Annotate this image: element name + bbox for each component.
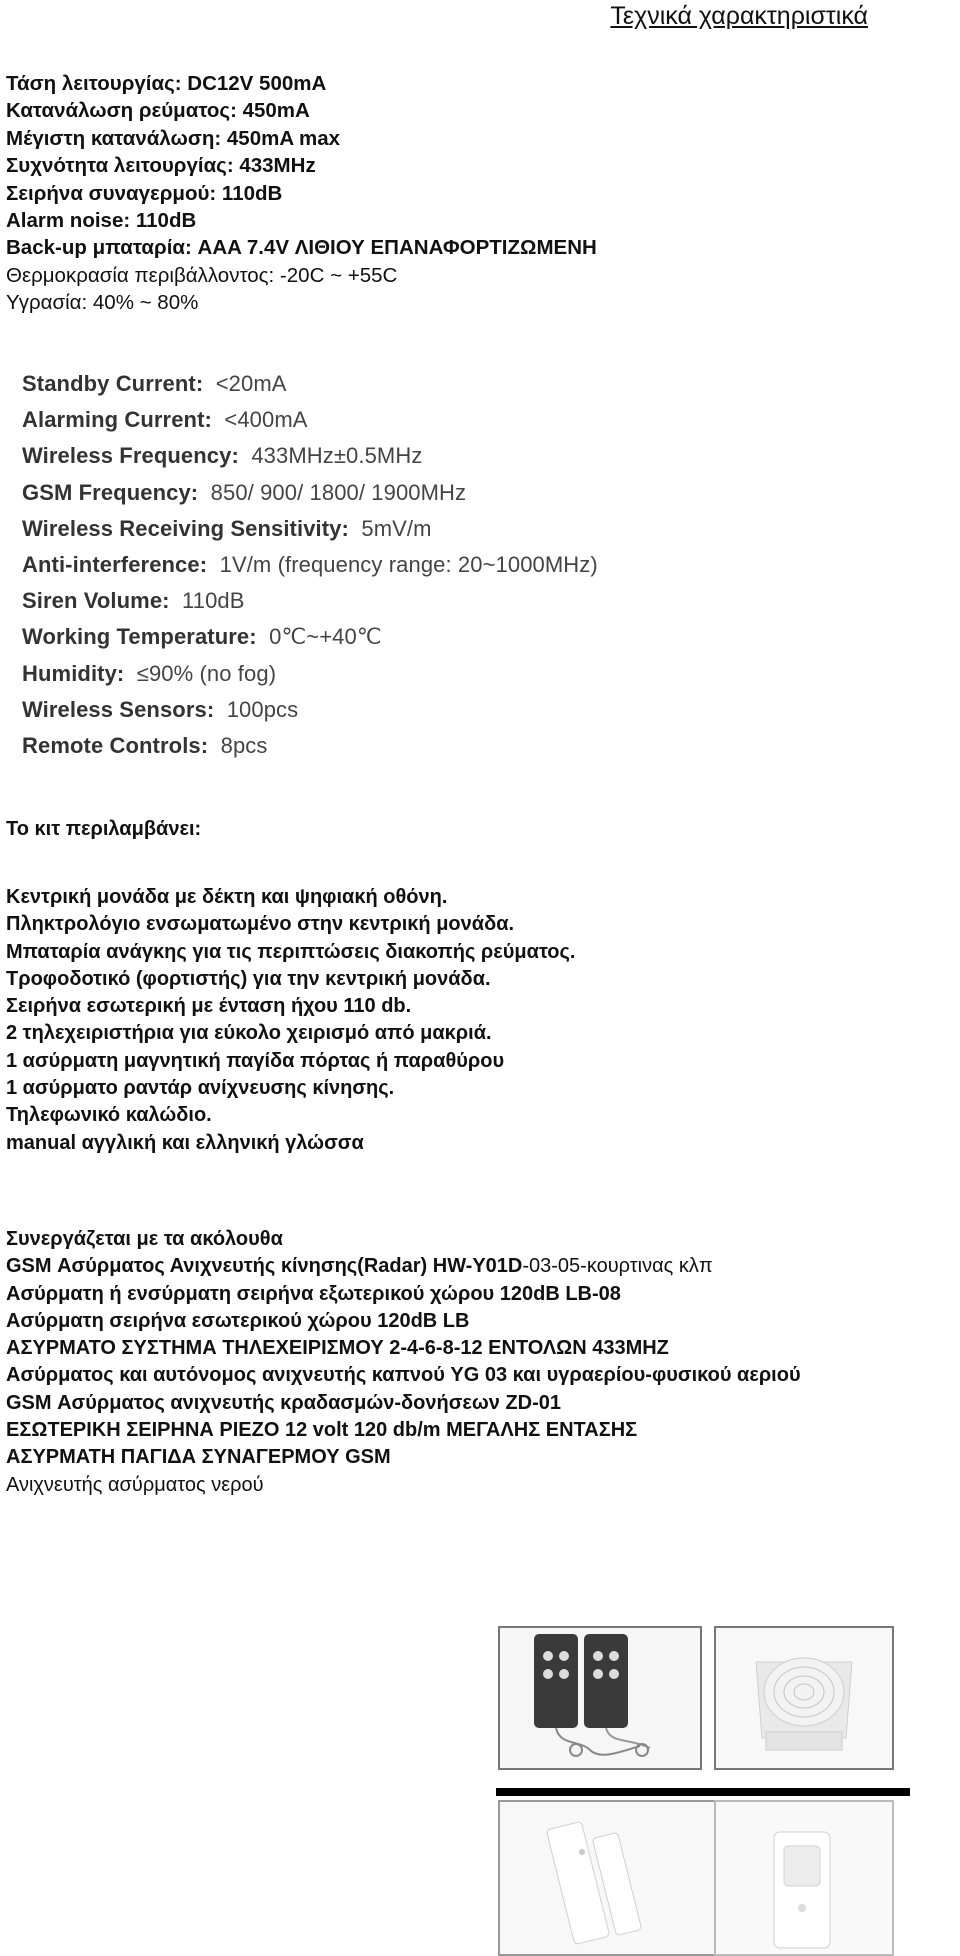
spec-label: Standby Current: — [22, 371, 204, 396]
spec-row — [22, 547, 598, 583]
spec-value: ≤90% (no fog) — [136, 660, 277, 686]
list-item: Πληκτρολόγιο ενσωματωμένο στην κεντρική μονάδα. — [6, 913, 515, 936]
remote-controls-photo — [498, 1626, 702, 1770]
spec-label: Wireless Frequency: — [22, 443, 239, 469]
list-item: Ασύρματη σειρήνα εσωτερικού χώρου 120dB LB — [6, 1309, 470, 1332]
spec-value: 433MHz±0.5MHz — [251, 443, 423, 469]
spec-value: 5mV/m — [361, 515, 432, 541]
divider-bar — [496, 1788, 910, 1796]
spec-row — [22, 366, 598, 402]
spec-label: Siren Volume: — [22, 588, 170, 614]
spec-row — [22, 692, 598, 728]
spec-label: Alarming Current: — [22, 407, 212, 433]
list-item: Σειρήνα εσωτερική με ένταση ήχου 110 db. — [6, 995, 412, 1018]
list-item: 1 ασύρματη μαγνητική παγίδα πόρτας ή παραθύρου — [6, 1049, 505, 1072]
spec-line: Κατανάλωση ρεύματος: 450mA — [6, 99, 310, 123]
list-item: 2 τηλεχειριστήρια για εύκολο χειρισμό από μακριά. — [6, 1022, 492, 1045]
kit-heading: Το κιτ περιλαμβάνει: — [6, 818, 202, 840]
spec-label: GSM Frequency: — [22, 479, 199, 505]
spec-label: Humidity: — [22, 660, 125, 686]
spec-label: Remote Controls: — [22, 733, 209, 759]
spec-line: Back-up μπαταρία: AAA 7.4V ΛΙΘΙΟΥ ΕΠΑΝΑΦΟΡΤΙΖΩΜΕΝΗ — [6, 236, 597, 260]
spec-row — [22, 619, 598, 655]
list-item: manual αγγλική και ελληνική γλώσσα — [6, 1131, 364, 1154]
list-item — [6, 1253, 801, 1280]
spec-value: 8pcs — [220, 733, 268, 759]
english-spec-image — [22, 366, 598, 764]
spec-line: Τάση λειτουργίας: DC12V 500mA — [6, 72, 327, 95]
page-title: Τεχνικά χαρακτηριστικά — [610, 2, 868, 30]
list-item: ΑΣΥΡΜΑΤΟ ΣΥΣΤΗΜΑ ΤΗΛΕΧΕΙΡΙΣΜΟΥ 2-4-6-8-12 ΕΝΤΟΛΩΝ 433ΜΗΖ — [6, 1337, 669, 1360]
list-item: Ασύρματος και αυτόνομος ανιχνευτής καπνού YG 03 και υγραερίου-φυσικού αεριού — [6, 1364, 801, 1387]
spec-value: 1V/m (frequency range: 20~1000MHz) — [219, 552, 598, 578]
list-item: Κεντρική μονάδα με δέκτη και ψηφιακή οθόνη. — [6, 886, 448, 908]
spec-row — [22, 728, 598, 764]
spec-label: Working Temperature: — [22, 624, 257, 650]
spec-value: 0℃~+40℃ — [269, 624, 382, 650]
spec-line: Σειρήνα συναγερμού: 110dB — [6, 181, 283, 205]
spec-label: Anti-interference: — [22, 552, 208, 578]
list-item: Ασύρματη ή ενσύρματη σειρήνα εξωτερικού χώρου 120dB LB-08 — [6, 1282, 621, 1305]
compatible-list — [6, 1226, 801, 1499]
greek-spec-list — [6, 70, 597, 317]
spec-row — [22, 511, 598, 547]
spec-row — [22, 438, 598, 474]
list-item: ΕΣΩΤΕΡΙΚΗ ΣΕΙΡΗΝΑ PIEZO 12 volt 120 db/m ΜΕΓΑΛΗΣ ΕΝΤΑΣΗΣ — [6, 1419, 638, 1442]
spec-label: Wireless Receiving Sensitivity: — [22, 515, 349, 541]
spec-label: Wireless Sensors: — [22, 696, 215, 722]
list-item: Τροφοδοτικό (φορτιστής) για την κεντρική μονάδα. — [6, 967, 491, 990]
spec-line: Alarm noise: 110dB — [6, 209, 197, 233]
spec-value: 850/ 900/ 1800/ 1900MHz — [210, 479, 467, 505]
spec-row — [22, 656, 598, 692]
spec-line: Συχνότητα λειτουργίας: 433MHz — [6, 154, 316, 178]
compat-heading: Συνεργάζεται με τα ακόλουθα — [6, 1228, 283, 1250]
spec-value: <20mA — [215, 371, 287, 396]
spec-value: 110dB — [182, 588, 245, 614]
spec-value: 100pcs — [226, 696, 299, 722]
list-item: ΑΣΥΡΜΑΤΗ ΠΑΓΙΔΑ ΣΥΝΑΓΕΡΜΟΥ GSM — [6, 1446, 391, 1469]
spec-line: Υγρασία: 40% ~ 80% — [6, 291, 199, 315]
kit-list — [6, 884, 575, 1157]
compat-item-bold: GSM Ασύρματος Ανιχνευτής κίνησης(Radar) HW-Y01D — [6, 1255, 523, 1278]
spec-row — [22, 583, 598, 619]
list-item: Ανιχνευτής ασύρματος νερού — [6, 1473, 264, 1496]
list-item: GSM Ασύρματος ανιχνευτής κραδασμών-δονήσεων ZD-01 — [6, 1391, 562, 1414]
motion-detector-photo — [714, 1800, 894, 1956]
spec-value: <400mA — [224, 407, 308, 433]
compat-item-rest: -03-05-κουρτινας κλπ — [522, 1255, 713, 1278]
list-item: 1 ασύρματο ραντάρ ανίχνευσης κίνησης. — [6, 1077, 395, 1100]
list-item: Τηλεφωνικό καλώδιο. — [6, 1104, 212, 1127]
list-item: Μπαταρία ανάγκης για τις περιπτώσεις διακοπής ρεύματος. — [6, 940, 576, 963]
spec-line: Θερμοκρασία περιβάλλοντος: -20C ~ +55C — [6, 263, 398, 287]
spec-row — [22, 475, 598, 511]
spec-line: Μέγιστη κατανάλωση: 450mA max — [6, 126, 341, 150]
door-sensor-photo — [498, 1800, 726, 1956]
siren-photo — [714, 1626, 894, 1770]
spec-row — [22, 402, 598, 438]
